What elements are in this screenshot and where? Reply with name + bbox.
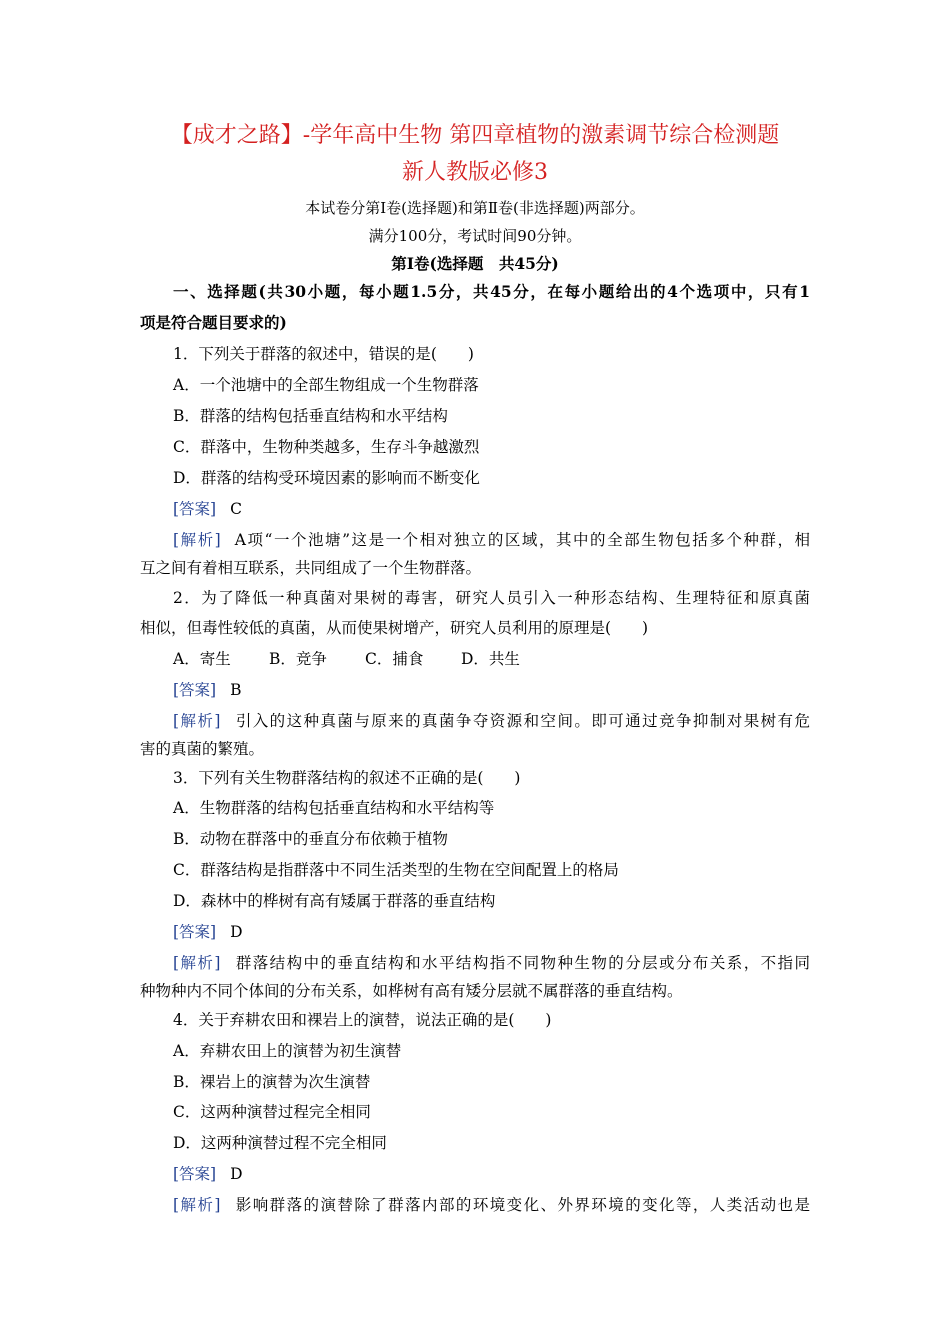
q1-answer [173,499,242,519]
q2-options [173,649,520,669]
q1-explanation-line1 [173,530,810,550]
q3-explanation-text1: 群落结构中的垂直结构和水平结构指不同物种生物的分层或分布关系，不指同 [234,954,810,972]
q1-answer-value: C [230,500,242,518]
explanation-label: [解析] [173,712,221,730]
q1-option-a: A．一个池塘中的全部生物组成一个生物群落 [173,376,479,394]
q1-option-b: B．群落的结构包括垂直结构和水平结构 [173,407,448,425]
q2-answer [173,680,242,700]
instructions-line1: 一、选择题(共30小题，每小题1.5分，共45分，在每小题给出的4个选项中，只有1 [173,282,810,301]
q3-stem: 3．下列有关生物群落结构的叙述不正确的是( ) [173,769,521,787]
q3-answer-value: D [230,923,243,941]
q1-stem: 1．下列关于群落的叙述中，错误的是( ) [173,345,474,363]
q3-option-a: A．生物群落的结构包括垂直结构和水平结构等 [173,799,495,817]
explanation-label: [解析] [173,531,221,549]
instructions-line2: 项是符合题目要求的) [140,313,287,332]
q2-stem-line2: 相似，但毒性较低的真菌，从而使果树增产，研究人员利用的原理是( ) [140,619,649,637]
explanation-label: [解析] [173,1196,221,1214]
q1-option-d: D．群落的结构受环境因素的影响而不断变化 [173,469,480,487]
q4-option-a: A．弃耕农田上的演替为初生演替 [173,1042,402,1060]
intro-line2: 满分100分，考试时间90分钟。 [368,227,582,245]
q3-option-c: C．群落结构是指群落中不同生活类型的生物在空间配置上的格局 [173,861,619,879]
q2-option-c: C．捕食 [365,650,424,668]
answer-label: [答案] [173,681,217,699]
q2-explanation-line2: 害的真菌的繁殖。 [140,740,265,758]
q4-explanation-line1 [173,1195,810,1215]
q3-answer [173,922,243,942]
q4-answer-value: D [230,1165,243,1183]
q3-option-b: B．动物在群落中的垂直分布依赖于植物 [173,830,448,848]
q4-option-c: C．这两种演替过程完全相同 [173,1103,371,1121]
answer-label: [答案] [173,1165,217,1183]
q4-answer [173,1164,243,1184]
q3-explanation-line2: 种物种内不同个体间的分布关系，如桦树有高有矮分层就不属群落的垂直结构。 [140,982,683,1000]
explanation-label: [解析] [173,954,221,972]
document-title-line1: 【成才之路】-学年高中生物 第四章植物的激素调节综合检测题 [170,123,780,148]
q2-answer-value: B [230,681,242,699]
q2-option-d: D．共生 [461,650,520,668]
q4-explanation-text1: 影响群落的演替除了群落内部的环境变化、外界环境的变化等，人类活动也是 [234,1196,810,1214]
section-heading: 第Ⅰ卷(选择题 共45分) [391,254,559,273]
answer-label: [答案] [173,500,217,518]
q2-option-b: B．竞争 [269,650,327,668]
q2-option-a: A．寄生 [173,650,231,668]
q2-stem-line1: 2．为了降低一种真菌对果树的毒害，研究人员引入一种形态结构、生理特征和原真菌 [173,589,810,607]
intro-line1: 本试卷分第Ⅰ卷(选择题)和第Ⅱ卷(非选择题)两部分。 [305,199,645,217]
q2-explanation-text1: 引入的这种真菌与原来的真菌争夺资源和空间。即可通过竞争抑制对果树有危 [234,712,810,730]
q3-explanation-line1 [173,953,810,973]
q4-stem: 4．关于弃耕农田和裸岩上的演替，说法正确的是( ) [173,1011,552,1029]
q1-explanation-text1: A项“一个池塘”这是一个相对独立的区域，其中的全部生物包括多个种群，相 [234,531,810,549]
q4-option-b: B．裸岩上的演替为次生演替 [173,1073,371,1091]
q3-option-d: D．森林中的桦树有高有矮属于群落的垂直结构 [173,892,496,910]
q1-explanation-line2: 互之间有着相互联系，共同组成了一个生物群落。 [140,559,482,577]
answer-label: [答案] [173,923,217,941]
q4-option-d: D．这两种演替过程不完全相同 [173,1134,387,1152]
q1-option-c: C．群落中，生物种类越多，生存斗争越激烈 [173,438,480,456]
document-title-line2: 新人教版必修3 [402,160,548,185]
q2-explanation-line1 [173,711,810,731]
